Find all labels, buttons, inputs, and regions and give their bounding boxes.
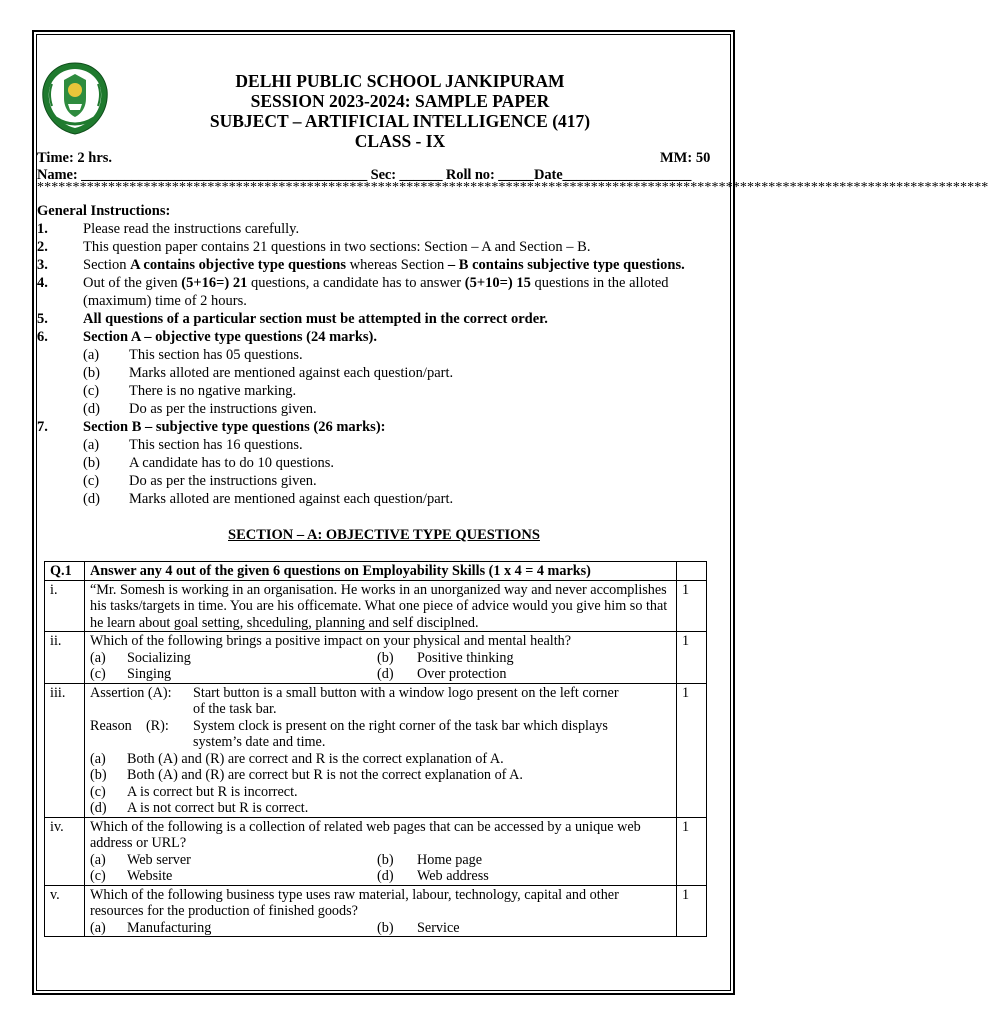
assertion-row — [90, 685, 672, 702]
option-key: (b) — [377, 851, 394, 868]
option-key: (c) — [90, 868, 106, 884]
question-cell — [85, 683, 677, 817]
instruction-number: 7. — [37, 419, 48, 435]
sub-item-key: (c) — [83, 383, 100, 399]
question-cell — [85, 817, 677, 885]
instruction-number: 2. — [37, 239, 48, 255]
question-number: ii. — [45, 632, 85, 684]
sub-item-key: (b) — [83, 365, 100, 381]
reason-label: Reason (R): — [90, 717, 169, 734]
option-row — [90, 751, 672, 768]
options-row — [90, 650, 672, 667]
session-title: SESSION 2023-2024: SAMPLE PAPER — [250, 91, 550, 111]
option-row — [90, 784, 672, 801]
sub-item-text: Marks alloted are mentioned against each question/part. — [129, 365, 454, 381]
instruction-text — [83, 275, 669, 291]
sub-item-text: Do as per the instructions given. — [129, 473, 317, 489]
option-key: (d) — [90, 800, 107, 816]
option-text: A is correct but R is incorrect. — [127, 783, 298, 800]
sub-item-text: Do as per the instructions given. — [129, 401, 317, 417]
option-key: (d) — [377, 666, 394, 682]
question-cell — [85, 632, 677, 684]
option-key: (b) — [377, 919, 394, 936]
table-row — [45, 885, 707, 937]
question-marks: 1 — [677, 817, 707, 885]
question-text: Which of the following is a collection of related web pages that can be accessed by a unique web address or URL? — [90, 818, 641, 851]
question-marks: 1 — [677, 580, 707, 632]
option-row — [90, 800, 672, 817]
option-text: Service — [417, 919, 460, 936]
question-number: iii. — [45, 683, 85, 817]
assertion-text-cont: of the task bar. — [193, 701, 277, 717]
reason-text-cont: system’s date and time. — [193, 734, 326, 750]
sub-item-text: Marks alloted are mentioned against each question/part. — [129, 491, 454, 507]
table-row — [45, 580, 707, 632]
instruction-number: 4. — [37, 275, 48, 291]
question-number: Q.1 — [45, 562, 85, 581]
option-key: (a) — [90, 750, 106, 767]
option-key: (a) — [90, 649, 106, 666]
table-row — [45, 817, 707, 885]
section-a-title: SECTION – A: OBJECTIVE TYPE QUESTIONS — [228, 527, 540, 543]
option-text: Manufacturing — [127, 919, 212, 936]
instruction-part: Out of the given — [83, 275, 182, 291]
option-row — [90, 767, 672, 784]
reason-row — [90, 718, 672, 735]
option-text: Over protection — [417, 666, 507, 682]
instruction-number: 3. — [37, 257, 48, 273]
options-row — [90, 920, 672, 937]
assertion-label: Assertion (A): — [90, 684, 172, 701]
instruction-text: This question paper contains 21 questions in two sections: Section – A and Section – B. — [83, 239, 591, 255]
instruction-number: 6. — [37, 329, 48, 345]
sub-item-key: (d) — [83, 401, 100, 417]
option-key: (d) — [377, 868, 394, 884]
instruction-part-bold: (5+10=) 15 — [464, 275, 531, 291]
instruction-part: Section — [83, 257, 131, 273]
instruction-text-cont: (maximum) time of 2 hours. — [83, 293, 247, 309]
question-number: iv. — [45, 817, 85, 885]
sub-item-text: There is no ngative marking. — [129, 383, 297, 399]
option-key: (a) — [90, 851, 106, 868]
max-marks: MM: 50 — [660, 150, 711, 166]
question-text: “Mr. Somesh is working in an organisation. He works in an unorganized way and never accomplishes his tasks/targets in time. You are his officemate. What one piece of advice would you give him so that he learn about goal setting, shceduling, planning and self disciplned. — [85, 580, 677, 632]
option-key: (c) — [90, 666, 106, 682]
option-key: (a) — [90, 919, 106, 936]
sub-item-key: (a) — [83, 437, 100, 453]
option-text: Web server — [127, 851, 191, 868]
time-label: Time: 2 hrs. — [37, 150, 113, 166]
instruction-part-bold: – B contains subjective type questions. — [447, 257, 685, 273]
option-text: Website — [127, 868, 173, 884]
table-row — [45, 632, 707, 684]
reason-text: System clock is present on the right corner of the task bar which displays — [193, 717, 608, 734]
instruction-part: questions in the alloted — [530, 275, 669, 291]
school-logo-icon — [38, 60, 112, 136]
name-line: Name: ________________________________________ Sec: ______ Roll no: _____Date__________________ — [37, 167, 692, 183]
instruction-text: Please read the instructions carefully. — [83, 221, 300, 237]
sub-item-key: (b) — [83, 455, 100, 471]
table-header-row — [45, 562, 707, 581]
instruction-part: questions, a candidate has to answer — [247, 275, 465, 291]
options-row — [90, 852, 672, 869]
option-text: Positive thinking — [417, 649, 514, 666]
option-text: A is not correct but R is correct. — [127, 800, 309, 816]
instruction-number: 5. — [37, 311, 48, 327]
sub-item-key: (a) — [83, 347, 100, 363]
questions-table — [44, 561, 707, 937]
assertion-text: Start button is a small button with a window logo present on the left corner — [193, 684, 619, 701]
question-cell — [85, 885, 677, 937]
sub-item-key: (c) — [83, 473, 100, 489]
school-name: DELHI PUBLIC SCHOOL JANKIPURAM — [235, 71, 565, 91]
star-divider: ************************************************************************************************************************************** — [37, 180, 988, 195]
sub-item-key: (d) — [83, 491, 100, 507]
sub-item-text: This section has 16 questions. — [129, 437, 303, 453]
question-number: v. — [45, 885, 85, 937]
instructions-title: General Instructions: — [37, 203, 171, 219]
instruction-text: Section A – objective type questions (24 marks). — [83, 329, 378, 345]
question-text: Which of the following business type uses raw material, labour, technology, capital and other resources for the production of finished goods? — [90, 886, 619, 919]
option-text: Both (A) and (R) are correct but R is not the correct explanation of A. — [127, 767, 523, 783]
table-row — [45, 683, 707, 817]
subject-title: SUBJECT – ARTIFICIAL INTELLIGENCE (417) — [209, 111, 591, 131]
option-key: (b) — [377, 649, 394, 666]
question-number: i. — [45, 580, 85, 632]
option-text: Socializing — [127, 649, 191, 666]
option-text: Singing — [127, 666, 172, 682]
question-marks: 1 — [677, 885, 707, 937]
instruction-text — [83, 257, 685, 273]
instruction-part: whereas Section — [346, 257, 448, 273]
sub-item-text: This section has 05 questions. — [129, 347, 303, 363]
instruction-text: All questions of a particular section must be attempted in the correct order. — [83, 311, 548, 327]
options-row — [90, 868, 672, 885]
option-key: (b) — [90, 767, 107, 783]
question-heading: Answer any 4 out of the given 6 questions on Employability Skills (1 x 4 = 4 marks) — [85, 562, 677, 581]
sub-item-text: A candidate has to do 10 questions. — [129, 455, 334, 471]
instruction-text: Section B – subjective type questions (26 marks): — [83, 419, 386, 435]
marks-cell — [677, 562, 707, 581]
options-row — [90, 666, 672, 683]
option-text: Home page — [417, 851, 483, 868]
instruction-part-bold: (5+16=) 21 — [181, 275, 248, 291]
option-text: Web address — [417, 868, 489, 884]
class-title: CLASS - IX — [354, 131, 446, 151]
instruction-part-bold: A contains objective type questions — [130, 257, 347, 273]
instruction-number: 1. — [37, 221, 48, 237]
option-key: (c) — [90, 783, 106, 800]
question-text: Which of the following brings a positive impact on your physical and mental health? — [90, 633, 572, 649]
question-marks: 1 — [677, 632, 707, 684]
question-marks: 1 — [677, 683, 707, 817]
option-text: Both (A) and (R) are correct and R is the correct explanation of A. — [127, 750, 504, 767]
